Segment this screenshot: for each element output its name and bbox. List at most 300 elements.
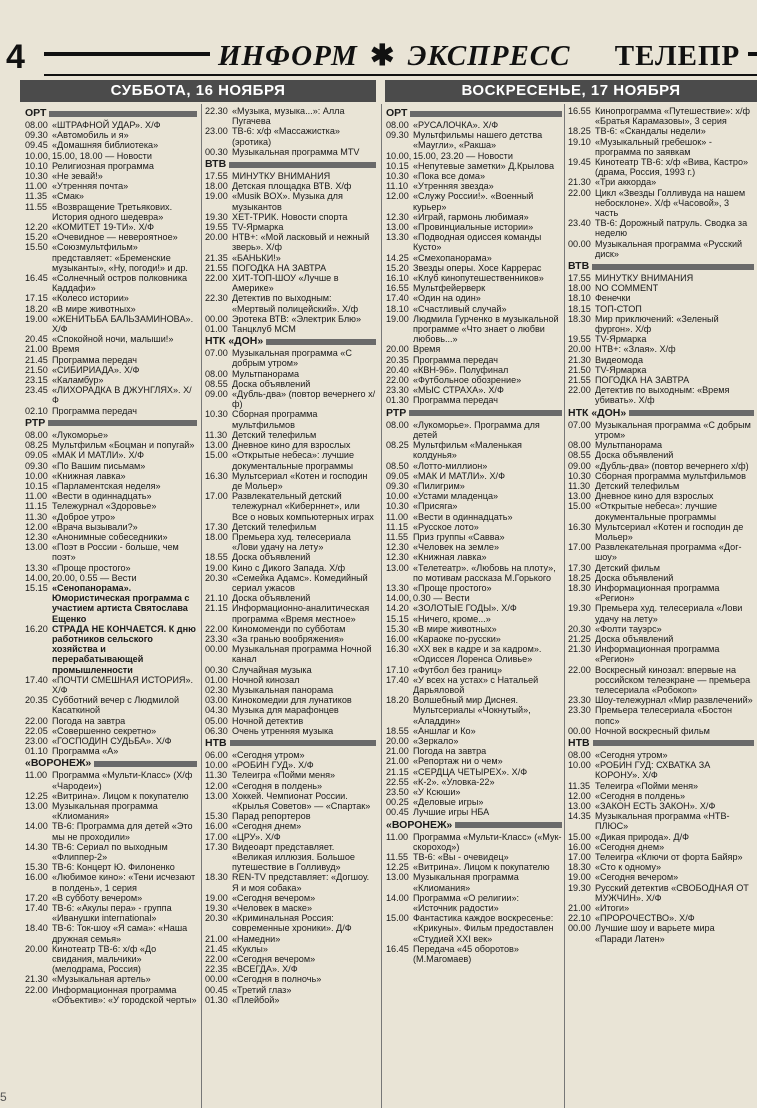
listing-time: 12.00 [568, 790, 591, 801]
listing-time: 11.30 [25, 511, 48, 522]
listing-row [386, 736, 562, 746]
listing-time: 11.55 [386, 852, 409, 863]
listing-time: 00.30 [205, 664, 228, 675]
listing-time: 16.30 [568, 521, 591, 532]
listing-time: 10.10 [25, 160, 48, 171]
listing-row [205, 379, 376, 389]
listing-program: Ночной кинозал [232, 674, 300, 685]
listing-program: «Футбол без границ» [413, 664, 503, 675]
listing-program: REN-TV представляет: «Догшоу. Я и моя собака» [232, 872, 370, 893]
listing-time: 11.00 [25, 770, 48, 781]
listing-program: Погода на завтра [52, 715, 126, 726]
listing-time: 12.30 [386, 542, 409, 553]
listing-row [25, 583, 197, 624]
listing-row [568, 862, 754, 872]
listing-row [25, 893, 197, 903]
column-divider [201, 104, 202, 1108]
listing-time: 09.45 [25, 140, 48, 151]
listing-row [568, 481, 754, 491]
listing-row [386, 665, 562, 675]
channel-rule [410, 111, 562, 117]
listing-row [568, 239, 754, 259]
channel-name: РТР [25, 416, 46, 429]
listing-time: 18.20 [386, 695, 409, 706]
listing-time: 17.40 [25, 674, 48, 685]
listing-time: 21.00 [386, 756, 409, 767]
listing-time: 01.30 [386, 395, 409, 406]
listing-program: Доска объявлений [232, 593, 311, 604]
listing-row [25, 430, 197, 440]
listing-row [386, 913, 562, 944]
listings-column-1 [25, 106, 197, 1005]
listing-row [25, 801, 197, 821]
listing-time: 10.15 [25, 480, 48, 491]
listing-time: 16.00 [386, 633, 409, 644]
listing-program: Развлекательный детский тележурнал «Киберннет», или Все о новых компьютерных играх [232, 491, 374, 522]
listing-program: Детектив по выходным: «Мертвый полицейский». Х/ф [232, 293, 359, 314]
listing-program: «СИБИРИАДА». Х/Ф [52, 364, 140, 375]
listing-program: «Каламбур» [52, 375, 104, 386]
masthead [0, 0, 757, 86]
listing-program: ТВ-6: Концерт Ю. Филоненко [52, 862, 175, 873]
listing-row [205, 770, 376, 780]
listing-program: Музыкальная панорама [232, 684, 334, 695]
listing-time: 21.10 [205, 593, 228, 604]
listing-program: Воскресный кинозал: впервые на российском телеэкране — премьера телесериала «Робокоп» [595, 664, 751, 695]
listing-program: «Книжная лавка» [52, 470, 126, 481]
listing-row [25, 746, 197, 756]
listing-time: 22.30 [205, 293, 228, 304]
newspaper-title [210, 38, 748, 72]
listing-time: 13.30 [386, 232, 409, 243]
listing-program: Очень утренняя музыка [232, 725, 334, 736]
listing-time: 09.30 [25, 130, 48, 141]
listing-program: «Дикая природа». Д/Ф [595, 831, 690, 842]
listing-time: 08.00 [205, 368, 228, 379]
listing-time: 21.35 [205, 252, 228, 263]
listing-program: Субботний вечер с Людмилой Касаткиной [52, 695, 180, 716]
listing-program: «РОБИН ГУД». Х/Ф [232, 760, 314, 771]
listing-row [568, 501, 754, 521]
listing-time: 17.30 [205, 521, 228, 532]
listing-time: 14.00, [386, 593, 412, 604]
listing-program: «Musik BOX». Музыка для музыкантов [232, 191, 343, 212]
masthead-rule-thin [44, 74, 757, 76]
listing-row [568, 705, 754, 725]
listing-row [386, 314, 562, 345]
channel-name: НТК «ДОН» [205, 335, 264, 348]
listing-row [386, 756, 562, 766]
listing-program: TV-Ярмарка [595, 334, 647, 345]
listing-row [25, 202, 197, 222]
listing-time: 14.00 [386, 892, 409, 903]
listing-row [205, 944, 376, 954]
listing-row [568, 304, 754, 314]
listing-row [386, 695, 562, 726]
channel-rule [629, 410, 754, 416]
listing-row [25, 872, 197, 892]
listing-time: 23.15 [25, 375, 48, 386]
listing-row [386, 552, 562, 562]
listing-row [25, 944, 197, 975]
listing-program: «Устами младенца» [413, 491, 499, 502]
listing-program: Людмила Гурченко в музыкальной программе «Что знает о любви любовь...» [413, 313, 559, 345]
listing-program: «Врача вызывали?» [52, 521, 138, 532]
listing-program: Детский фильм [595, 562, 661, 573]
listing-row [386, 726, 562, 736]
listing-row [25, 304, 197, 314]
listing-time: 08.00 [568, 440, 591, 451]
listing-program: «Непутевые заметки» Д.Крылова [413, 160, 555, 171]
listing-row [25, 716, 197, 726]
listing-row [386, 787, 562, 797]
listing-program: «Парламентская неделя» [52, 480, 161, 491]
listing-time: 18.25 [568, 126, 591, 137]
listing-program: «Играй, гармонь любимая» [413, 211, 529, 222]
listing-program: Музыкальная программа «НТВ-ПЛЮС» [595, 811, 730, 832]
listing-time: 19.30 [568, 603, 591, 614]
listing-time: 21.55 [205, 262, 228, 273]
listing-time: 14.00 [25, 821, 48, 832]
listing-time: 10.30 [205, 409, 228, 420]
listing-time: 00.00 [205, 644, 228, 655]
listing-program: Программа «А» [52, 746, 119, 757]
listing-program: Религиозная программа [52, 160, 154, 171]
listing-row [25, 120, 197, 130]
listing-program: Эротека ВТВ: «Электрик Блю» [232, 313, 362, 324]
listing-program: «Витрина». Лицом к покупателю [413, 862, 550, 873]
listing-time: 21.50 [25, 364, 48, 375]
listing-program: Время [413, 344, 441, 355]
listing-time: 01.00 [205, 674, 228, 685]
listing-time: 21.00 [205, 933, 228, 944]
listing-row [568, 355, 754, 365]
channel-rule [49, 111, 197, 117]
listing-time: 23.30 [205, 633, 228, 644]
listing-program: Музыка для марафонцев [232, 705, 339, 716]
listing-program: «Смехопанорама» [413, 252, 492, 263]
listing-row [386, 542, 562, 552]
listing-program: «Спокойной ночи, малыши!» [52, 334, 174, 345]
listing-program: ХЕТ-ТРИК. Новости спорта [232, 211, 348, 222]
listing-row [25, 130, 197, 140]
listing-time: 11.15 [386, 521, 409, 532]
listing-row [568, 801, 754, 811]
listing-time: 15.00 [386, 913, 409, 924]
listing-time: 20.30 [205, 913, 228, 924]
listing-row [568, 750, 754, 760]
listing-row [205, 253, 376, 263]
listing-row [205, 563, 376, 573]
listing-row [386, 583, 562, 593]
listing-program: Мультфейерверк [413, 283, 486, 294]
listing-time: 18.20 [25, 303, 48, 314]
listing-row [205, 389, 376, 409]
listing-row [25, 573, 197, 583]
listing-program: 20.00, 0.55 — Вести [52, 572, 137, 583]
listing-program: Мультсериал «Котен и господин де Мольер» [595, 521, 744, 542]
listing-time: 12.25 [386, 862, 409, 873]
channel-name: РТР [386, 406, 407, 419]
listing-row [386, 440, 562, 460]
listing-row [568, 583, 754, 603]
listing-program: Кинокомедии для лунатиков [232, 695, 352, 706]
channel-name: НТВ [205, 736, 227, 749]
listing-program: TV-Ярмарка [595, 364, 647, 375]
listing-time: 18.30 [205, 872, 228, 883]
listing-row [205, 832, 376, 842]
listing-row [25, 770, 197, 790]
listing-row [25, 736, 197, 746]
listing-row [25, 695, 197, 715]
listing-program: «Музыкальная артель» [52, 974, 151, 985]
listing-program: Мультфильм «Боцман и попугай» [52, 440, 195, 451]
listing-program: Программа передач [52, 354, 137, 365]
listing-row [25, 501, 197, 511]
listing-time: 18.10 [386, 303, 409, 314]
listing-time: 15.20 [386, 262, 409, 273]
listing-program: ТВ-6: Дорожный патруль. Сводка за неделю [595, 218, 748, 239]
listing-time: 10.30 [25, 171, 48, 182]
listing-row [386, 151, 562, 161]
listing-program: Музыкальная программа «Клиомания» [52, 801, 158, 822]
listing-row [386, 675, 562, 695]
listing-time: 23.30 [386, 385, 409, 396]
channel-name: ВТВ [568, 260, 590, 273]
channel-header [205, 336, 376, 347]
listing-program: Развлекательная программа «Дог-шоу» [595, 542, 742, 563]
listing-row [205, 532, 376, 552]
listing-program: «Солнечный остров полковника Каддафи» [52, 273, 188, 294]
channel-rule [48, 420, 197, 426]
listing-program: «Вести в одиннадцать» [52, 491, 152, 502]
listing-program: Шоу-тележурнал «Мир развлечений» [595, 695, 753, 706]
listing-time: 00.00 [568, 923, 591, 934]
listing-time: 08.00 [386, 120, 409, 130]
listing-row [205, 191, 376, 211]
listing-program: Музыкальная программа «Клиомания» [413, 872, 519, 893]
listing-row [386, 222, 562, 232]
listing-time: 16.30 [386, 644, 409, 655]
column-divider [564, 104, 565, 1108]
listing-program: «В мире животных» [52, 303, 136, 314]
listing-row [205, 842, 376, 873]
listing-row [568, 542, 754, 562]
listing-time: 20.00 [386, 735, 409, 746]
listing-program: Хоккей. Чемпионат России. «Крылья Советов» — «Спартак» [232, 790, 371, 811]
listing-program: ТОП-СТОП [595, 303, 642, 314]
listing-time: 01.00 [205, 324, 228, 335]
listing-program: Музыкальная программа MTV [232, 146, 360, 157]
listing-row [205, 522, 376, 532]
listing-program: Премьера худ. телесериала «Лови удачу на лету» [595, 603, 743, 624]
listing-time: 20.35 [25, 695, 48, 706]
listing-row [25, 923, 197, 943]
listing-row [386, 304, 562, 314]
listing-program: Случайная музыка [232, 664, 312, 675]
listing-time: 19.30 [205, 903, 228, 914]
listing-program: «Сегодня вечером» [595, 872, 679, 883]
listing-row [205, 893, 376, 903]
listing-program: «Анонимные собеседники» [52, 531, 168, 542]
listing-program: «Плейбой» [232, 994, 280, 1005]
listing-program: «Музыка, музыка...»: Алла Пугачева [232, 106, 345, 127]
listing-program: МИНУТКУ ВНИМАНИЯ [232, 171, 331, 182]
listing-program: «Проще простого» [52, 562, 131, 573]
listing-program: «Смак» [52, 191, 84, 202]
listing-time: 17.20 [25, 892, 48, 903]
listing-row [205, 369, 376, 379]
listing-program: «Витрина». Лицом к покупателю [52, 790, 189, 801]
channel-rule [94, 761, 197, 767]
listings-column-2 [205, 106, 376, 1005]
listing-row [386, 130, 562, 150]
listing-time: 19.45 [568, 157, 591, 168]
listing-time: 00.30 [205, 146, 228, 157]
listing-row [205, 212, 376, 222]
listing-row [25, 334, 197, 344]
listing-program: Лучшие игры НБА [413, 807, 490, 818]
listing-row [386, 777, 562, 787]
listing-program: Фантастика каждое воскресенье: «Крикуны». Фильм предоставлен «Студией XXI век» [413, 913, 554, 944]
listing-time: 16.45 [25, 273, 48, 284]
listing-row [386, 471, 562, 481]
listing-program: «Сегодня днем» [232, 821, 302, 832]
listing-program: Русский детектив «СВОБОДНАЯ ОТ МУЖЧИН». Х/Ф [595, 882, 749, 903]
listing-row [386, 512, 562, 522]
listing-program: «Сегодня днем» [595, 841, 665, 852]
listing-program: «К-2». «Уловка-22» [413, 776, 495, 787]
listing-time: 00.00 [568, 238, 591, 249]
listing-time: 07.00 [568, 419, 591, 430]
channel-header [568, 738, 754, 749]
listing-row [25, 140, 197, 150]
listing-row [386, 120, 562, 130]
listing-time: 17.15 [25, 293, 48, 304]
listing-program: «ЗОЛОТЫЕ ГОДЫ». Х/Ф [413, 603, 517, 614]
listing-time: 08.25 [25, 440, 48, 451]
listing-time: 17.00 [205, 491, 228, 502]
listing-row [568, 903, 754, 913]
listing-time: 10.00 [205, 760, 228, 771]
listing-time: 13.00 [386, 872, 409, 883]
listing-time: 12.30 [386, 211, 409, 222]
listing-time: 21.00 [568, 903, 591, 914]
listing-program: «Вести в одиннадцать» [413, 511, 513, 522]
listing-time: 22.30 [205, 106, 228, 116]
listing-time: 19.00 [205, 892, 228, 903]
listing-row [25, 406, 197, 416]
listing-program: «Человек в маске» [232, 903, 313, 914]
listing-program: «Дубль-два» (повтор вечернего х/ф) [595, 460, 749, 471]
listing-time: 10.00 [568, 760, 591, 771]
listing-row [386, 532, 562, 542]
listing-row [205, 934, 376, 944]
listing-program: «Деловые игры» [413, 797, 484, 808]
listing-program: «Репортаж ни о чем» [413, 756, 503, 767]
listing-row [386, 181, 562, 191]
listing-time: 15.00 [568, 501, 591, 512]
listing-time: 13.00 [25, 542, 48, 553]
listing-time: 16.30 [205, 470, 228, 481]
listing-time: 13.00 [568, 801, 591, 811]
listing-row [25, 481, 197, 491]
listing-time: 11.10 [386, 181, 409, 192]
listing-program: Мультпанорама [232, 368, 300, 379]
listing-row [386, 563, 562, 583]
listing-time: 22.00 [205, 623, 228, 634]
listing-row [205, 644, 376, 664]
listing-time: 20.45 [25, 334, 48, 345]
listing-row [205, 716, 376, 726]
listing-program: Парад репортеров [232, 811, 311, 822]
channel-header [386, 408, 562, 419]
listing-row [386, 344, 562, 354]
listing-program: «Фолти тауэрс» [595, 623, 662, 634]
listing-row [25, 181, 197, 191]
listing-time: 19.55 [568, 334, 591, 345]
listing-program: «Куклы» [232, 943, 268, 954]
listing-program: Музыкальная программа Ночной канал [232, 644, 372, 665]
listing-time: 20.40 [386, 364, 409, 375]
listing-row [25, 512, 197, 522]
listing-row [25, 344, 197, 354]
listing-row [205, 634, 376, 644]
listing-row [568, 157, 754, 177]
channel-rule [592, 264, 754, 270]
listing-row [568, 791, 754, 801]
listing-program: «Криминальная Россия: современные хроники». Д/Ф [232, 913, 352, 934]
listing-time: 21.00 [386, 746, 409, 757]
listing-program: Программа передач [413, 354, 498, 365]
listing-row [568, 726, 754, 736]
listing-time: 22.00 [205, 273, 228, 284]
listing-program: НТВ+: «Злая». Х/ф [595, 344, 676, 355]
listing-program: Лучшие шоу и варьете мира «Паради Латен» [595, 923, 715, 944]
listing-time: 11.00 [386, 831, 409, 842]
listing-program: Дневное кино для взрослых [232, 440, 351, 451]
listing-time: 13.00 [205, 790, 228, 801]
listing-time: 18.30 [568, 313, 591, 324]
listing-program: «У Ксюши» [413, 787, 461, 797]
listing-program: Сборная программа мультфильмов [232, 409, 318, 430]
listing-row [568, 375, 754, 385]
listing-row [205, 552, 376, 562]
listing-program: «ПРОРОЧЕСТВО». Х/Ф [595, 913, 695, 924]
listing-row [25, 161, 197, 171]
listing-row [568, 218, 754, 238]
listing-time: 13.00 [568, 491, 591, 502]
listing-program: Доска объявлений [595, 572, 674, 583]
listing-program: «ЖЕНИТЬБА БАЛЬЗАМИНОВА». Х/Ф [52, 313, 194, 335]
listing-row [25, 532, 197, 542]
listing-time: 09.30 [386, 480, 409, 491]
listing-row [205, 573, 376, 593]
listing-row [568, 450, 754, 460]
listing-time: 09.30 [386, 130, 409, 141]
listing-program: Детский телефильм [232, 521, 317, 532]
listing-time: 10.30 [386, 501, 409, 512]
listing-program: «В мире животных» [413, 623, 497, 634]
listing-program: «Пока все дома» [413, 171, 486, 182]
listing-program: «Книжная лавка» [413, 552, 487, 563]
listing-row [386, 944, 562, 964]
listing-row [386, 491, 562, 501]
listing-time: 17.40 [25, 903, 48, 914]
listing-program: «ВСЕГДА». Х/Ф [232, 964, 298, 975]
listing-row [386, 420, 562, 440]
listing-time: 22.00 [386, 375, 409, 386]
